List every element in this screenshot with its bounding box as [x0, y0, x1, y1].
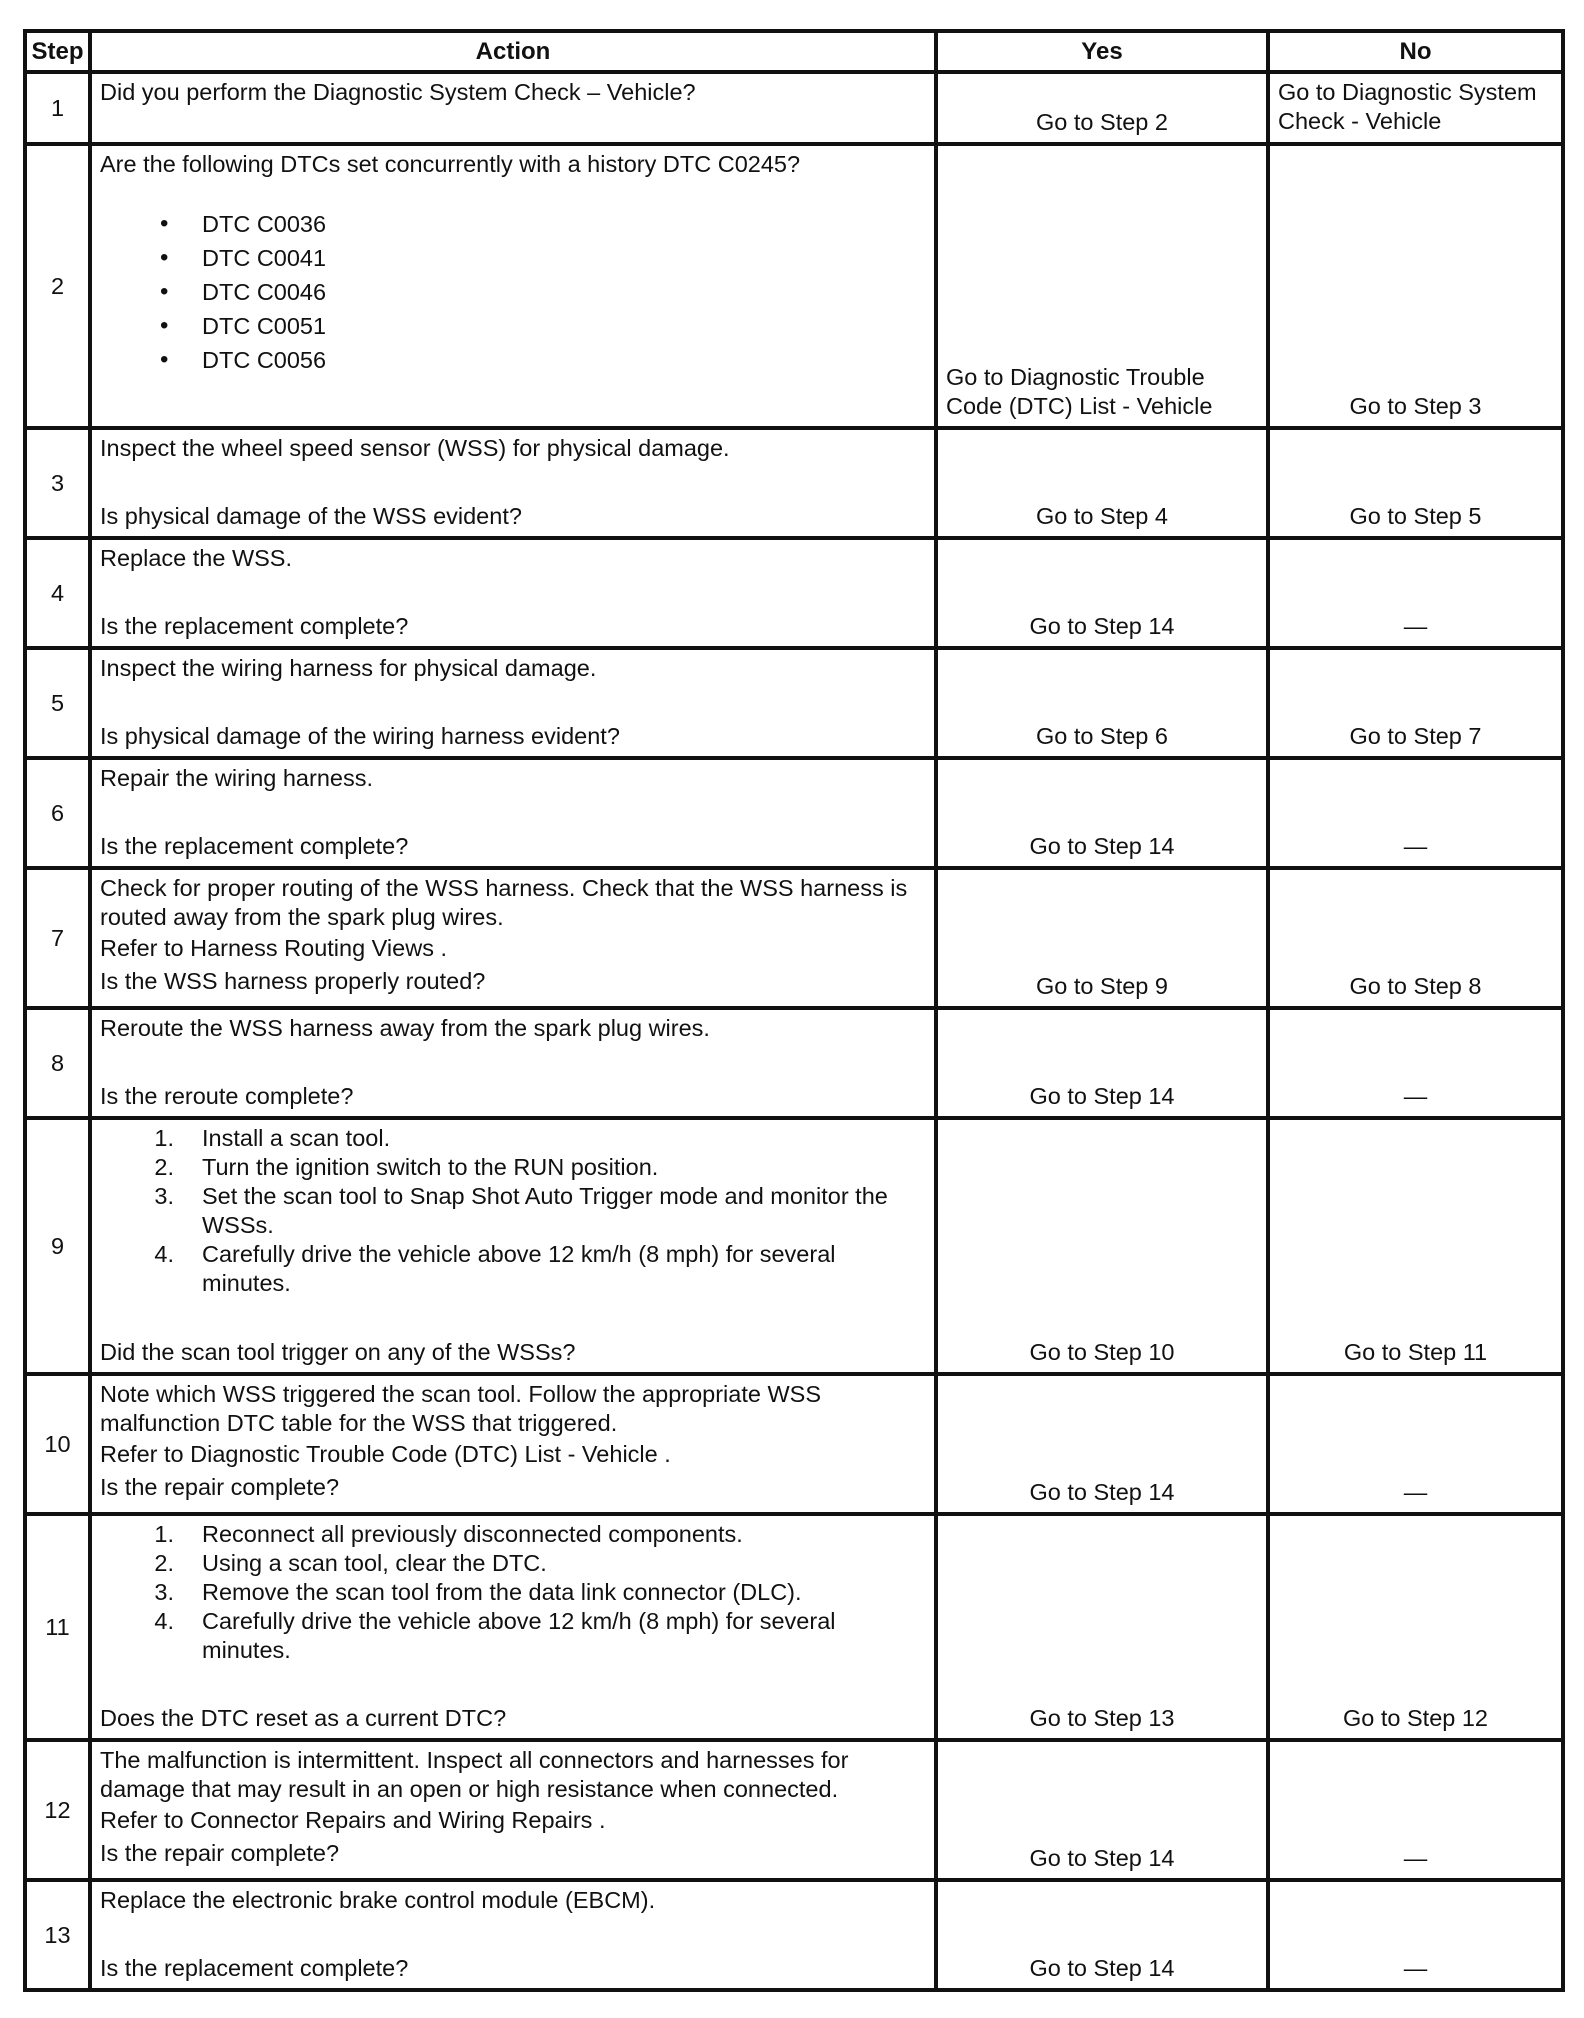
list-item: • DTC C0041 [160, 241, 926, 275]
yes-cell [936, 648, 1268, 758]
list-item [100, 1124, 926, 1153]
step-number: 7 [25, 868, 90, 1008]
action-text: Did you perform the Diagnostic System Check – Vehicle? [100, 79, 696, 105]
step-index: 1. [154, 1125, 174, 1151]
table-row [25, 868, 1563, 1008]
action-cell [90, 538, 936, 648]
step-text: Install a scan tool. [202, 1125, 391, 1151]
action-text: Are the following DTCs set concurrently with a history DTC C0245? [100, 151, 801, 177]
question-text: Is physical damage of the wiring harness evident? [100, 723, 620, 749]
yes-result: Go to Step 13 [1029, 1705, 1175, 1731]
action-cell [90, 144, 936, 428]
question-text: Is physical damage of the WSS evident? [100, 503, 522, 529]
table-row [25, 428, 1563, 538]
step-number: 12 [25, 1740, 90, 1880]
action-cell [90, 1740, 936, 1880]
yes-cell [936, 1740, 1268, 1880]
yes-result: Go to Step 4 [1036, 503, 1168, 529]
step-text: Using a scan tool, clear the DTC. [202, 1550, 547, 1576]
header-row [25, 31, 1563, 72]
no-result-dash: — [1403, 1845, 1428, 1871]
header-yes: Yes [936, 31, 1268, 72]
question-text: Is the repair complete? [100, 1474, 340, 1500]
step-index: 4. [154, 1608, 174, 1634]
yes-result: Go to Step 10 [1029, 1339, 1175, 1365]
table-row [25, 1514, 1563, 1740]
action-cell [90, 1514, 936, 1740]
table-row [25, 144, 1563, 428]
table-row [25, 538, 1563, 648]
no-cell [1268, 1374, 1563, 1514]
no-result: Go to Step 11 [1343, 1339, 1488, 1365]
step-number: 3 [25, 428, 90, 538]
list-item: • DTC C0036 [160, 207, 926, 241]
yes-cell [936, 1374, 1268, 1514]
no-cell [1268, 1880, 1563, 1990]
table-row [25, 1740, 1563, 1880]
table-row [25, 1008, 1563, 1118]
step-index: 3. [154, 1579, 174, 1605]
step-number: 6 [25, 758, 90, 868]
no-result-dash: — [1403, 613, 1428, 639]
question-text: Is the replacement complete? [100, 613, 409, 639]
yes-result: Go to Step 14 [1029, 1845, 1175, 1871]
numbered-steps [100, 1124, 926, 1298]
no-result-dash: — [1403, 1083, 1428, 1109]
yes-result: Go to Step 14 [1029, 1083, 1175, 1109]
question-text: Is the replacement complete? [100, 833, 409, 859]
list-item [100, 1578, 926, 1607]
step-text: Turn the ignition switch to the RUN position. [202, 1154, 659, 1180]
numbered-steps [100, 1520, 926, 1665]
step-index: 2. [154, 1154, 174, 1180]
no-cell [1268, 868, 1563, 1008]
table-row [25, 72, 1563, 144]
yes-result: Go to Step 14 [1029, 1955, 1175, 1981]
no-cell [1268, 144, 1563, 428]
yes-cell [936, 538, 1268, 648]
step-number: 8 [25, 1008, 90, 1118]
yes-result: Go to Step 14 [1029, 1479, 1175, 1505]
yes-cell [936, 1514, 1268, 1740]
no-result-dash: — [1403, 833, 1428, 859]
header-no: No [1268, 31, 1563, 72]
action-cell [90, 758, 936, 868]
list-item: • DTC C0051 [160, 309, 926, 343]
step-index: 4. [154, 1241, 174, 1267]
no-cell [1268, 758, 1563, 868]
dtc-list [160, 207, 926, 377]
list-item [100, 1520, 926, 1549]
question-text: Did the scan tool trigger on any of the WSSs? [100, 1339, 576, 1365]
question-text: Is the replacement complete? [100, 1955, 409, 1981]
yes-cell [936, 1880, 1268, 1990]
no-result-dash: — [1403, 1479, 1428, 1505]
list-item: • DTC C0056 [160, 343, 926, 377]
yes-cell [936, 758, 1268, 868]
no-result: Go to Diagnostic System Check - Vehicle [1278, 79, 1537, 134]
step-text: Reconnect all previously disconnected components. [202, 1521, 743, 1547]
header-step: Step [25, 31, 90, 72]
no-result: Go to Step 12 [1342, 1705, 1489, 1731]
no-result: Go to Step 3 [1349, 393, 1482, 419]
header-action: Action [90, 31, 936, 72]
step-index: 2. [154, 1550, 174, 1576]
action-cell [90, 1118, 936, 1374]
refer-text: Refer to Harness Routing Views . [100, 935, 448, 961]
list-item: • DTC C0046 [160, 275, 926, 309]
yes-result: Go to Diagnostic Trouble Code (DTC) List - Vehicle [946, 364, 1213, 419]
question-text: Does the DTC reset as a current DTC? [100, 1705, 507, 1731]
step-index: 1. [154, 1521, 174, 1547]
no-cell [1268, 648, 1563, 758]
action-cell [90, 72, 936, 144]
yes-cell [936, 1118, 1268, 1374]
yes-cell [936, 72, 1268, 144]
step-number: 2 [25, 144, 90, 428]
yes-cell [936, 428, 1268, 538]
action-text: Inspect the wheel speed sensor (WSS) for physical damage. [100, 435, 730, 461]
step-number: 13 [25, 1880, 90, 1990]
no-cell [1268, 72, 1563, 144]
action-cell [90, 1008, 936, 1118]
yes-result: Go to Step 6 [1036, 723, 1168, 749]
step-text: Carefully drive the vehicle above 12 km/h (8 mph) for several minutes. [202, 1608, 836, 1663]
list-item [100, 1607, 926, 1665]
step-text: Carefully drive the vehicle above 12 km/h (8 mph) for several minutes. [202, 1241, 836, 1296]
no-result: Go to Step 5 [1349, 503, 1482, 529]
no-result: Go to Step 7 [1349, 723, 1482, 749]
action-cell [90, 1374, 936, 1514]
yes-result: Go to Step 9 [1036, 973, 1168, 999]
table-row [25, 648, 1563, 758]
yes-cell [936, 1008, 1268, 1118]
action-cell [90, 648, 936, 758]
yes-cell [936, 144, 1268, 428]
table-row [25, 1118, 1563, 1374]
step-number: 9 [25, 1118, 90, 1374]
question-text: Is the reroute complete? [100, 1083, 354, 1109]
step-number: 11 [25, 1514, 90, 1740]
diagnostic-table [23, 29, 1565, 1992]
step-number: 10 [25, 1374, 90, 1514]
no-result: Go to Step 8 [1349, 973, 1482, 999]
step-index: 3. [154, 1183, 174, 1209]
no-cell [1268, 1008, 1563, 1118]
action-text: Inspect the wiring harness for physical damage. [100, 655, 597, 681]
step-text: Set the scan tool to Snap Shot Auto Trigger mode and monitor the WSSs. [202, 1183, 888, 1238]
no-cell [1268, 1118, 1563, 1374]
yes-result: Go to Step 14 [1029, 613, 1175, 639]
no-cell [1268, 1740, 1563, 1880]
no-result-dash: — [1403, 1955, 1428, 1981]
refer-text: Refer to Diagnostic Trouble Code (DTC) List - Vehicle . [100, 1441, 671, 1467]
list-item [100, 1182, 926, 1240]
action-text: Check for proper routing of the WSS harness. Check that the WSS harness is routed away from the spark plug wires. [100, 875, 908, 930]
step-number: 4 [25, 538, 90, 648]
action-text: Reroute the WSS harness away from the spark plug wires. [100, 1015, 710, 1041]
list-item [100, 1549, 926, 1578]
question-text: Is the repair complete? [100, 1840, 340, 1866]
step-text: Remove the scan tool from the data link connector (DLC). [202, 1579, 802, 1605]
no-cell [1268, 428, 1563, 538]
action-cell [90, 868, 936, 1008]
action-text: Repair the wiring harness. [100, 765, 373, 791]
action-text: Note which WSS triggered the scan tool. Follow the appropriate WSS malfunction DTC table for the WSS that triggered. [100, 1381, 822, 1436]
action-cell [90, 1880, 936, 1990]
table-row [25, 1374, 1563, 1514]
no-cell [1268, 538, 1563, 648]
question-text: Is the WSS harness properly routed? [100, 968, 486, 994]
yes-cell [936, 868, 1268, 1008]
step-number: 1 [25, 72, 90, 144]
refer-text: Refer to Connector Repairs and Wiring Repairs . [100, 1807, 606, 1833]
action-text: The malfunction is intermittent. Inspect all connectors and harnesses for damage that may result in an open or high resistance when connected. [100, 1747, 849, 1802]
action-text: Replace the WSS. [100, 545, 293, 571]
yes-result: Go to Step 14 [1029, 833, 1175, 859]
list-item [100, 1153, 926, 1182]
no-cell [1268, 1514, 1563, 1740]
action-text: Replace the electronic brake control module (EBCM). [100, 1887, 656, 1913]
yes-result: Go to Step 2 [1036, 109, 1168, 135]
table-row [25, 758, 1563, 868]
list-item [100, 1240, 926, 1298]
table-row [25, 1880, 1563, 1990]
step-number: 5 [25, 648, 90, 758]
action-cell [90, 428, 936, 538]
